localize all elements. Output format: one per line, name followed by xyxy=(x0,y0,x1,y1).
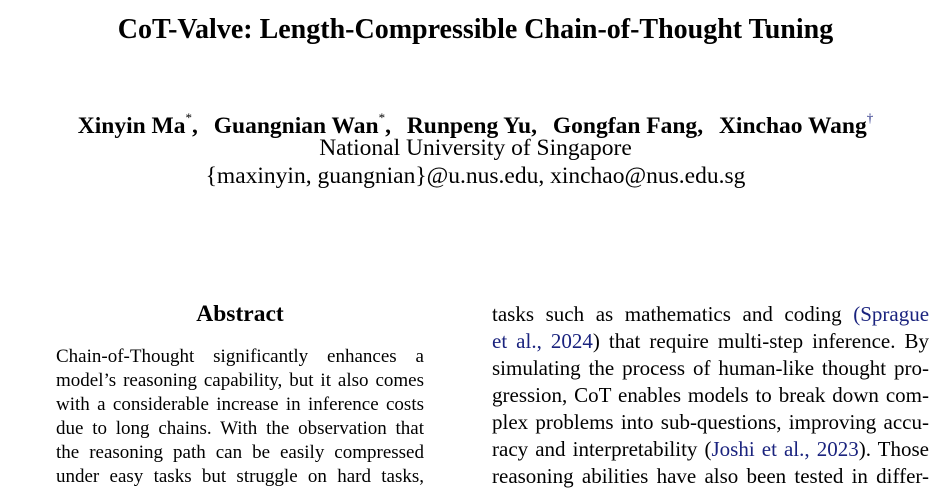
abstract-line: Chain-of-Thought significantly enhances a xyxy=(56,346,424,367)
author-name: Runpeng Yu xyxy=(406,112,532,139)
author-name: Xinchao Wang xyxy=(718,112,867,139)
author: Guangnian Wan*, xyxy=(213,110,391,139)
citation-link[interactable]: (Sprague xyxy=(853,302,930,326)
author-emails: {maxinyin, guangnian}@u.nus.edu, xinchao@nus.edu.sg xyxy=(205,163,746,189)
abstract-line: due to long chains. With the observation that xyxy=(56,418,424,439)
body-line xyxy=(492,301,929,328)
abstract-body xyxy=(56,345,424,489)
body-text: ) that require multi-step inference. By xyxy=(592,329,929,353)
body-line xyxy=(492,328,929,355)
body-text: ). Those xyxy=(858,437,929,461)
citation-authors: et al. xyxy=(492,329,537,353)
body-line: reasoning abilities have also been tested in differ- xyxy=(492,464,929,488)
citation-year: 2024 xyxy=(550,329,593,353)
introduction-text xyxy=(492,301,929,490)
citation-authors: Joshi et al. xyxy=(711,437,805,461)
citation-link[interactable]: Joshi et al., 2023 xyxy=(711,437,859,461)
affiliation: National University of Singapore xyxy=(319,135,632,161)
citation-link[interactable]: et al., 2024 xyxy=(492,329,593,353)
body-line: simulating the process of human-like thought pro- xyxy=(492,356,929,380)
abstract-line: the reasoning path can be easily compressed xyxy=(56,442,424,463)
author-name: Guangnian Wan xyxy=(213,112,379,139)
author-mark: * xyxy=(378,110,386,125)
author: Xinyin Ma*, xyxy=(77,110,198,139)
body-line: gression, CoT enables models to break down com- xyxy=(492,383,929,407)
body-line xyxy=(492,436,929,463)
body-text: tasks such as mathematics and coding xyxy=(492,302,842,326)
author: Runpeng Yu, xyxy=(406,112,538,139)
citation-year: 2023 xyxy=(816,437,859,461)
body-text: racy and interpretability ( xyxy=(492,437,712,461)
author-name: Gongfan Fang xyxy=(552,112,698,139)
author-mark: * xyxy=(185,110,192,125)
corresponding-author-mark[interactable]: † xyxy=(866,110,874,125)
abstract-line: under easy tasks but struggle on hard tasks, xyxy=(56,466,424,487)
author-name: Xinyin Ma xyxy=(77,112,186,139)
author: Gongfan Fang, xyxy=(552,112,704,139)
body-line: plex problems into sub-questions, improving accu- xyxy=(492,410,929,434)
abstract-line: with a considerable increase in inference costs xyxy=(56,394,424,415)
abstract-line: model’s reasoning capability, but it also comes xyxy=(56,370,424,391)
paper-title: CoT-Valve: Length-Compressible Chain-of-Thought Tuning xyxy=(117,14,834,45)
abstract-heading: Abstract xyxy=(196,301,284,327)
